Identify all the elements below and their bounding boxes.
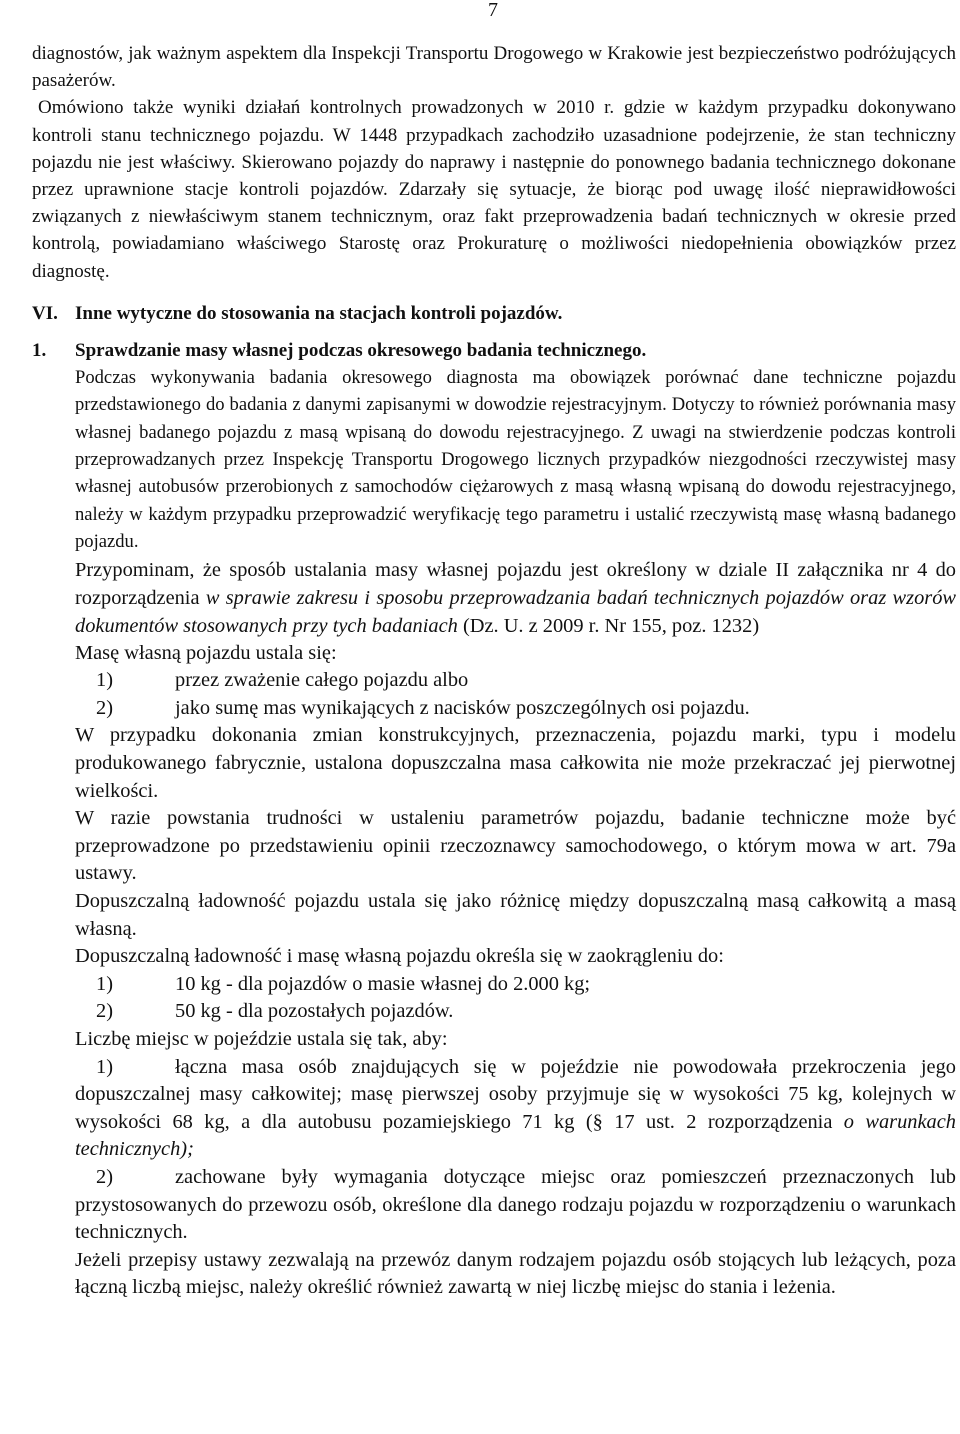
paragraph-intro: diagnostów, jak ważnym aspektem dla Inspekcji Transportu Drogowego w Krakowie jest bezpieczeństwo podróżujących pasażerów. <box>32 43 956 92</box>
list-item <box>75 971 956 999</box>
rounding-list <box>75 971 956 1026</box>
list-item-text: 10 kg - dla pojazdów o masie własnej do 2.000 kg; <box>175 972 591 995</box>
paragraph-rounding: Dopuszczalną ładowność i masę własną pojazdu określa się w zaokrągleniu do: <box>75 945 724 968</box>
list-item-text: jako sumę mas wynikających z nacisków poszczególnych osi pojazdu. <box>175 696 750 719</box>
subsection-heading <box>32 337 956 364</box>
list-item-text: zachowane były wymagania dotyczące miejsc oraz pomieszczeń przeznaczonych lub przystosowanych do przewozu osób, określone dla danego rodzaju pojazdu w rozporządzeniu o warunkach technicznych. <box>75 1165 956 1244</box>
list-item <box>75 667 956 695</box>
paragraph-modifications: W przypadku dokonania zmian konstrukcyjnych, przeznaczenia, pojazdu marki, typu i modelu produkowanego fabrycznie, ustalona dopuszczalna masa całkowita nie może przekraczać jej pierwotnej wielkości. <box>75 724 956 802</box>
paragraph-payload: Dopuszczalną ładowność pojazdu ustala się jako różnicę między dopuszczalną masą całkowitą a masą własną. <box>75 890 956 940</box>
section-title: Inne wytyczne do stosowania na stacjach kontroli pojazdów. <box>75 302 563 324</box>
page-number: 7 <box>488 0 498 21</box>
regulation-title: w sprawie zakresu i sposobu przeprowadzania badań technicznych pojazdów oraz wzorów dokumentów stosowanych przy tych badaniach <box>75 586 957 637</box>
seats-item-1 <box>75 1054 956 1164</box>
list-item-number: 1) <box>96 1055 113 1078</box>
paragraph-inspection: Podczas wykonywania badania okresowego diagnosta ma obowiązek porównać dane techniczne pojazdu przedstawionego do badania z danymi zapisanymi w dowodzie rejestracyjnym. Dotyczy to również porównania masy własnej badanego pojazdu z masą wpisaną do dowodu rejestracyjnego. Z uwagi na stwierdzenie podczas kontroli przeprowadzanych przez Inspekcję Transportu Drogowego licznych przypadków niezgodności rzeczywistej masy własnej autobusów przerobionych z samochodów ciężarowych z masą własną wpisaną do dowodu rejestracyjnego, należy w każdym przypadku przeprowadzić weryfikację tego parametru i ustalić rzeczywistą masę własną badanego pojazdu. <box>75 366 956 553</box>
section-number: VI. <box>32 302 58 324</box>
subsection-title: Sprawdzanie masy własnej podczas okresowego badania technicznego. <box>75 339 647 361</box>
paragraph-mass-method: Masę własną pojazdu ustala się: <box>75 641 337 664</box>
page-content <box>32 40 956 1302</box>
reminder-text-start: Przypominam, że sposób ustalania masy własnej pojazdu jest określony w dziale II załącznika nr 4 do rozporządzenia <box>75 558 956 609</box>
subsection-number: 1. <box>32 339 47 361</box>
seats-item-2 <box>75 1164 956 1247</box>
list-item-number: 2) <box>96 696 113 719</box>
regulation-citation: (Dz. U. z 2009 r. Nr 155, poz. 1232) <box>457 614 760 637</box>
list-item-text: 50 kg - dla pozostałych pojazdów. <box>175 1000 454 1023</box>
paragraph-expert-opinion: W razie powstania trudności w ustaleniu parametrów pojazdu, badanie techniczne może być przeprowadzone po przedstawieniu opinii rzeczoznawcy samochodowego, o którym mowa w art. 79a ustawy. <box>75 807 956 885</box>
paragraph-standing-places: Jeżeli przepisy ustawy zezwalają na przewóz danym rodzajem pojazdu osób stojących lub leżących, poza łączną liczbą miejsc, należy określić również zawartą w niej liczbę miejsc do stania i leżenia. <box>75 1248 956 1299</box>
section-heading <box>32 300 956 327</box>
list-item <box>75 998 956 1026</box>
regulation-name: o warunkach technicznych); <box>75 1110 956 1161</box>
paragraph-seats: Liczbę miejsc w pojeździe ustala się tak, aby: <box>75 1027 448 1050</box>
list-item <box>75 695 956 723</box>
list-item-number: 2) <box>96 1165 113 1188</box>
mass-method-list <box>75 667 956 722</box>
list-item-number: 1) <box>96 972 113 995</box>
list-item-number: 2) <box>96 1000 113 1023</box>
list-item-text: przez zważenie całego pojazdu albo <box>175 669 469 692</box>
paragraph-results: Omówiono także wyniki działań kontrolnych prowadzonych w 2010 r. gdzie w każdym przypadku dokonywano kontroli stanu technicznego pojazdu. W 1448 przypadkach zachodziło uzasadnione podejrzenie, że stan techniczny pojazdu nie jest właściwy. Skierowano pojazdy do naprawy i następnie do ponownego badania technicznego dokonane przez uprawnione stacje kontroli pojazdów. Zdarzały się sytuacje, że biorąc pod uwagę ilość nieprawidłowości związanych z niewłaściwym stanem technicznym, oraz fakt przeprowadzenia badań technicznych w okresie przed kontrolą, powiadamiano właściwego Starostę oraz Prokuraturę o możliwości niedopełnienia obowiązków przez diagnostę. <box>32 97 956 282</box>
list-item-text: łączna masa osób znajdujących się w pojeździe nie powodowała przekroczenia jego dopuszczalnej masy całkowitej; masę pierwszej osoby przyjmuje się w wysokości 75 kg, kolejnych w wysokości 68 kg, a dla autobusu pozamiejskiego 71 kg (§ 17 ust. 2 rozporządzenia <box>75 1055 956 1133</box>
list-item-number: 1) <box>96 669 113 692</box>
subsection-body <box>32 364 956 1302</box>
paragraph-reminder <box>75 556 956 640</box>
